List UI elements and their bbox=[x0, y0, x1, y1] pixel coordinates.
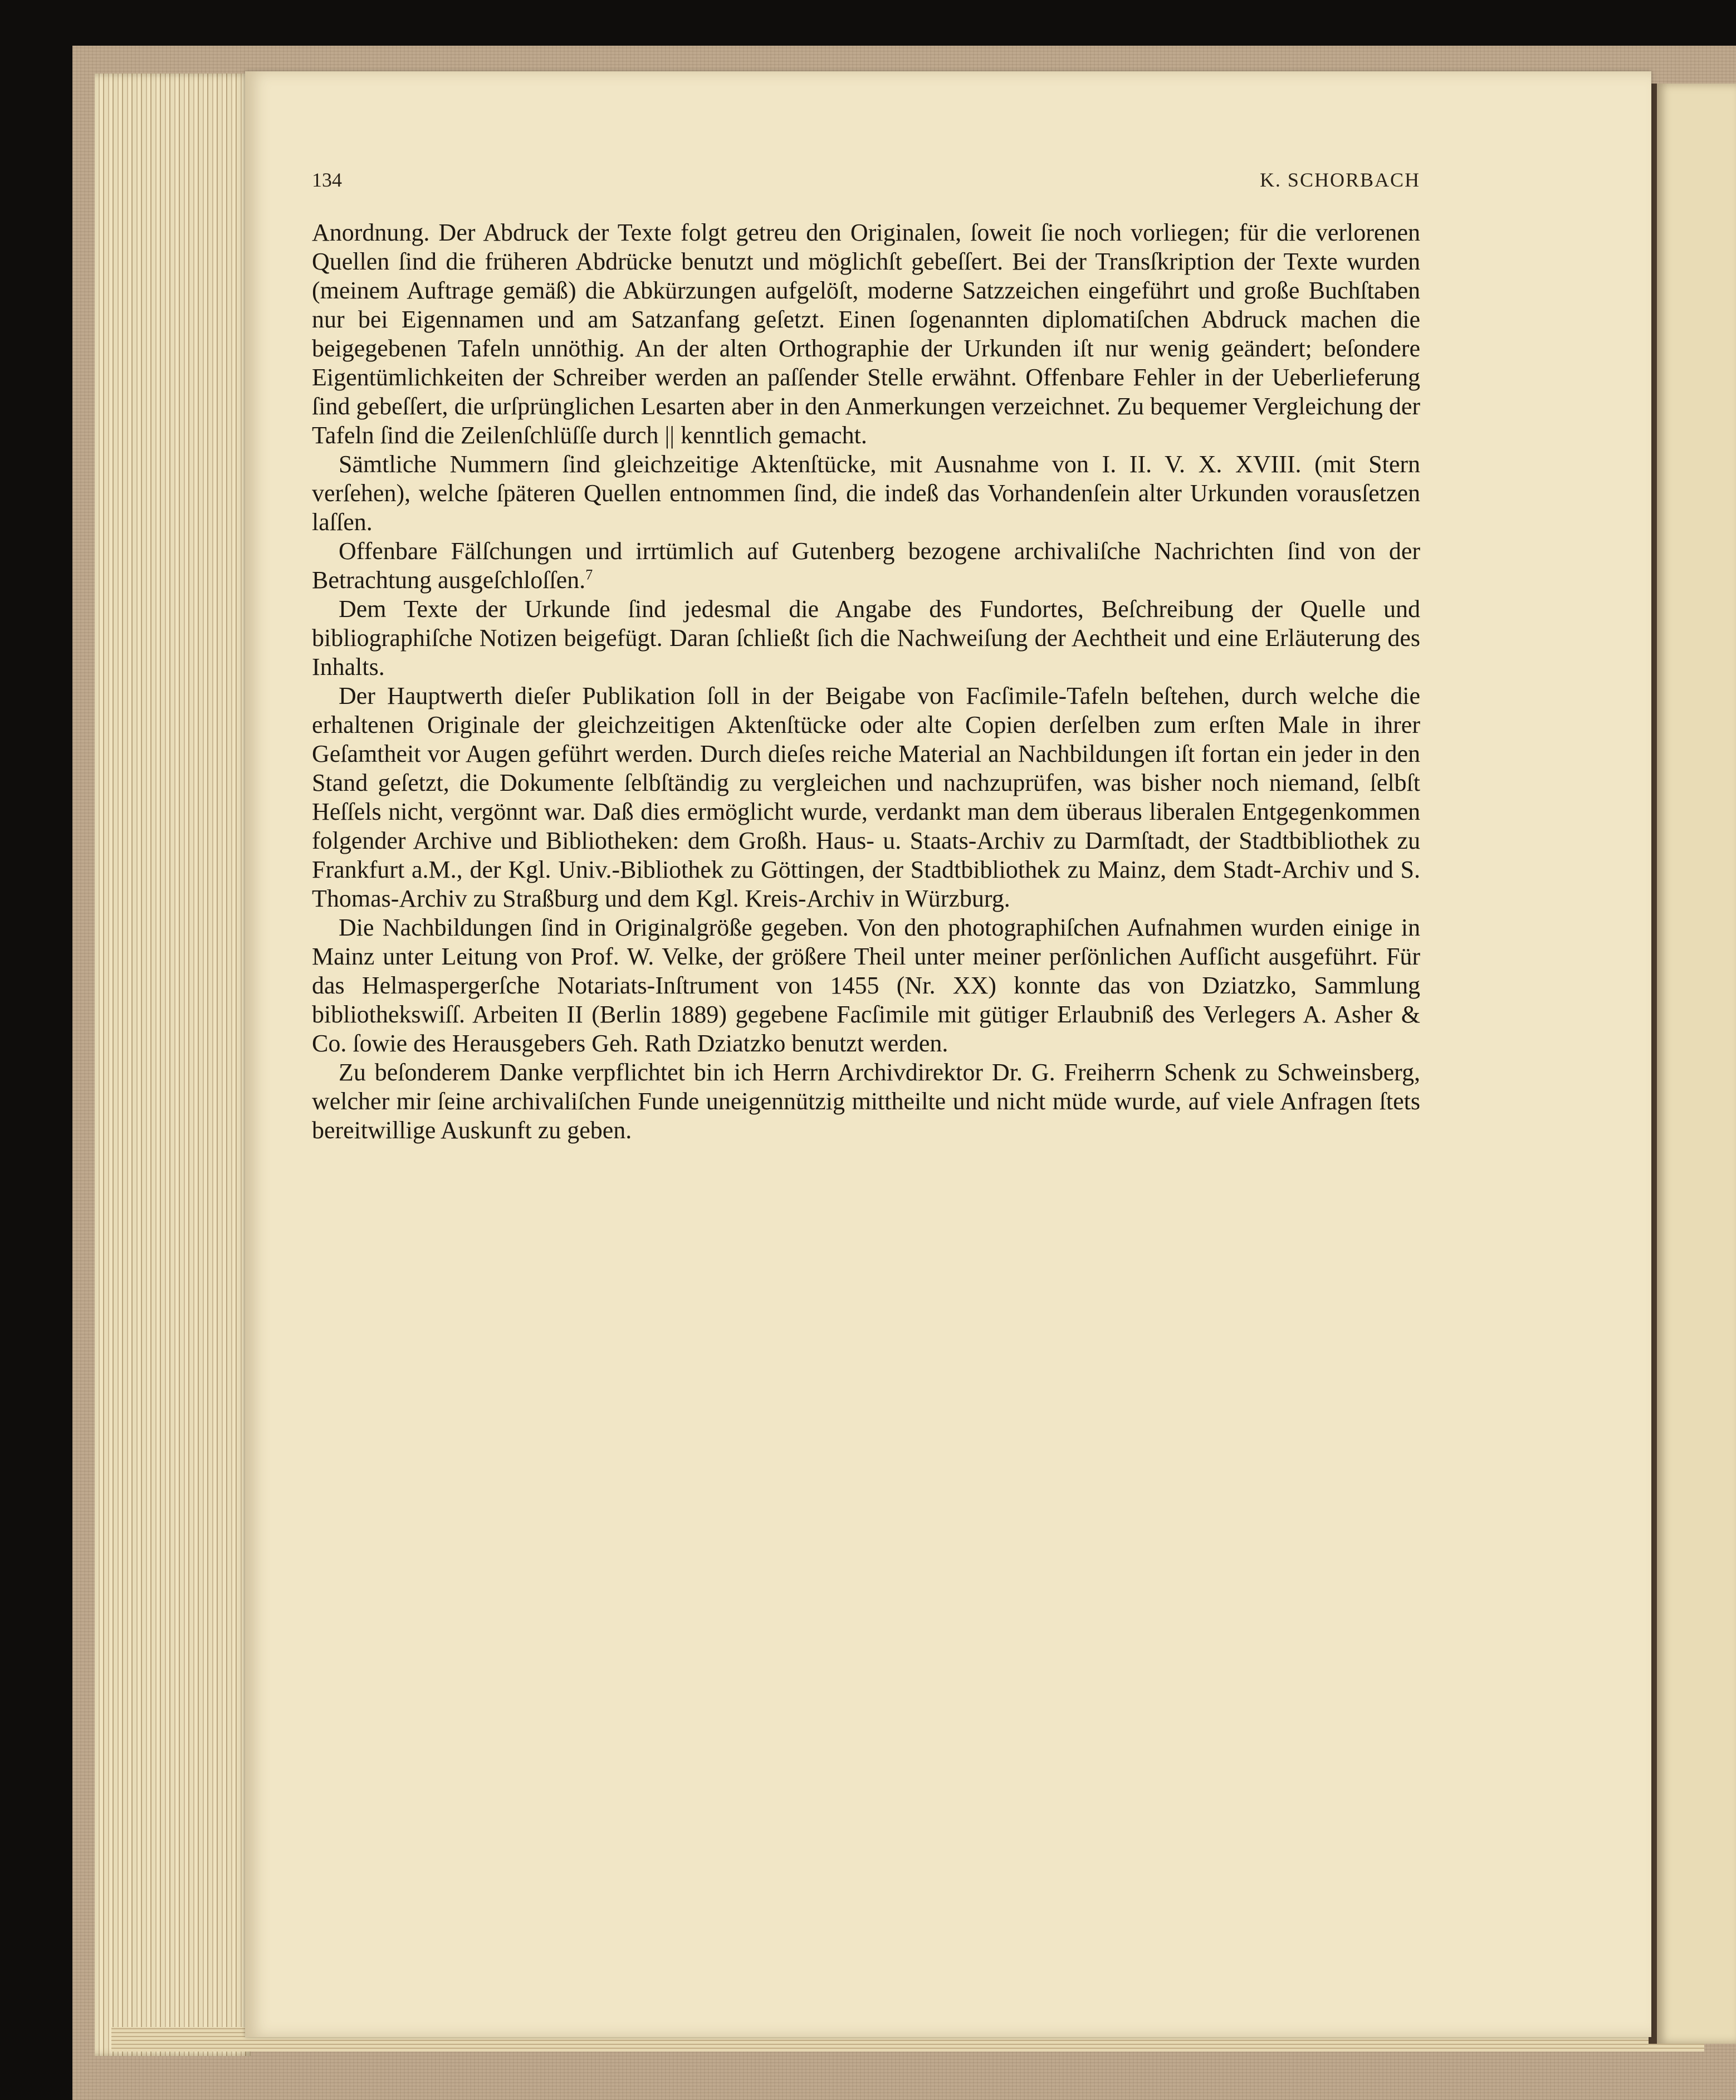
paragraph-6: Die Nachbildungen ſind in Originalgröße gegeben. Von den photographiſchen Aufnahmen wurden einige in Mainz unter Leitung von Prof. W. Velke, der größere Theil unter meiner perſönlichen Aufſicht ausgeführt. Für das Helmaspergerſche Notariats-Inſtrument von 1455 (Nr. XX) konnte das von Dziatzko, Sammlung bibliothekswiſſ. Arbeiten II (Berlin 1889) gegebene Facſimile mit gütiger Erlaubniß des Verlegers A. Asher & Co. ſowie des Herausgebers Geh. Rath Dziatzko benutzt werden. bbox=[312, 914, 1420, 1057]
paragraph-1: Anordnung. Der Abdruck der Texte folgt getreu den Originalen, ſoweit ſie noch vorliegen; für die verlorenen Quellen ſind die früheren Abdrücke benutzt und möglichſt gebeſſert. Bei der Transſkription der Texte wurden (meinem Auftrage gemäß) die Abkürzungen aufgelöſt, moderne Satzzeichen eingeführt und große Buchſtaben nur bei Eigennamen und am Satzanfang geſetzt. Einen ſogenannten diplomatiſchen Abdruck machen die beigegebenen Tafeln unnöthig. An der alten Orthographie der Urkunden iſt nur wenig geändert; beſondere Eigentümlichkeiten der Schreiber werden an paſſender Stelle erwähnt. Offenbare Fehler in der Ueberlieferung ſind gebeſſert, die urſprünglichen Lesarten aber in den Anmerkungen verzeichnet. Zu bequemer Vergleichung der Tafeln ſind die Zeilenſchlüſſe durch || kenntlich gemacht. bbox=[312, 219, 1420, 449]
page-number: 134 bbox=[312, 169, 342, 191]
page-header bbox=[312, 168, 1420, 202]
running-head: K. SCHORBACH bbox=[1259, 169, 1420, 191]
paragraph-4: Dem Texte der Urkunde ſind jedesmal die Angabe des Fundortes, Beſchreibung der Quelle und bibliographiſche Notizen beigefügt. Daran ſchließt ſich die Nachweiſung der Aechtheit und eine Erläuterung des Inhalts. bbox=[312, 595, 1420, 681]
paragraph-7: Zu beſonderem Danke verpflichtet bin ich Herrn Archivdirektor Dr. G. Freiherrn Schenk zu Schweinsberg, welcher mir ſeine archivaliſchen Funde uneigennützig mittheilte und nicht müde wurde, auf viele Anfragen ſtets bereitwillige Auskunft zu geben. bbox=[312, 1059, 1420, 1144]
page-edges-right bbox=[1657, 84, 1736, 2044]
footnote-marker[interactable]: 7 bbox=[585, 566, 593, 583]
body-text bbox=[312, 218, 1420, 1145]
paragraph-3 bbox=[312, 537, 1420, 595]
page-edges-left bbox=[95, 74, 251, 2056]
paragraph-3-text: Offenbare Fälſchungen und irrtümlich auf Gutenberg bezogene archivaliſche Nachrichten ſind von der Betrachtung ausgeſchloſſen. bbox=[312, 537, 1420, 594]
paragraph-5: Der Hauptwerth dieſer Publikation ſoll in der Beigabe von Facſimile-Tafeln beſtehen, durch welche die erhaltenen Originale der gleichzeitigen Aktenſtücke oder alte Copien derſelben zum erſten Male in ihrer Geſamtheit vor Augen geführt werden. Durch dieſes reiche Material an Nachbildungen iſt fortan ein jeder in den Stand geſetzt, die Dokumente ſelbſtändig zu vergleichen und nachzuprüfen, was bisher noch niemand, ſelbſt Heſſels nicht, vergönnt war. Daß dies ermöglicht wurde, verdankt man dem überaus liberalen Entgegenkommen folgender Archive und Bibliotheken: dem Großh. Haus- u. Staats-Archiv zu Darmſtadt, der Stadtbibliothek zu Frankfurt a.M., der Kgl. Univ.-Bibliothek zu Göttingen, der Stadtbibliothek zu Mainz, dem Stadt-Archiv und S. Thomas-Archiv zu Straßburg und dem Kgl. Kreis-Archiv in Würzburg. bbox=[312, 682, 1420, 912]
paragraph-2: Sämtliche Nummern ſind gleichzeitige Aktenſtücke, mit Ausnahme von I. II. V. X. XVIII. (mit Stern verſehen), welche ſpäteren Quellen entnommen ſind, die indeß das Vorhandenſein alter Urkunden vorausſetzen laſſen. bbox=[312, 451, 1420, 536]
